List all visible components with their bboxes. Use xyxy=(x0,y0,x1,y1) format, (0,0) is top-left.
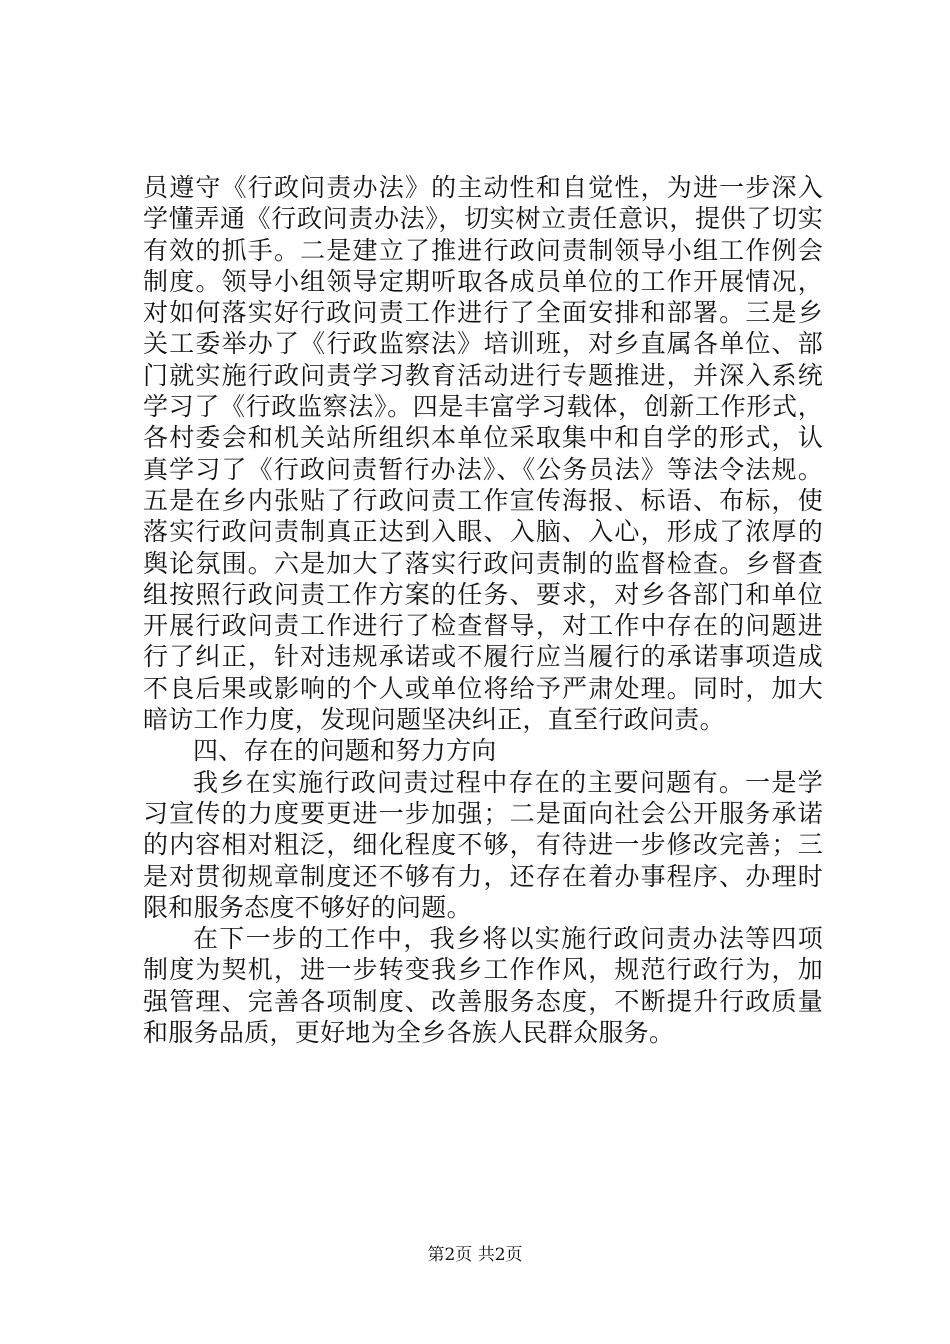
document-body xyxy=(143,172,823,1048)
paragraph-next-steps: 在下一步的工作中，我乡将以实施行政问责办法等四项制度为契机，进一步转变我乡工作作风，规范行政行为，加强管理、完善各项制度、改善服务态度，不断提升行政质量和服务品质，更好地为全乡各族人民群众服务。 xyxy=(143,924,823,1048)
page-footer xyxy=(0,1245,950,1265)
section-heading: 四、存在的问题和努力方向 xyxy=(193,736,497,766)
paragraph-continued: 员遵守《行政问责办法》的主动性和自觉性，为进一步深入学懂弄通《行政问责办法》，切实树立责任意识，提供了切实有效的抓手。二是建立了推进行政问责制领导小组工作例会制度。领导小组领导定期听取各成员单位的工作开展情况，对如何落实好行政问责工作进行了全面安排和部署。三是乡关工委举办了《行政监察法》培训班，对乡直属各单位、部门就实施行政问责学习教育活动进行专题推进，并深入系统学习了《行政监察法》。四是丰富学习载体，创新工作形式，各村委会和机关站所组织本单位采取集中和自学的形式，认真学习了《行政问责暂行办法》、《公务员法》等法令法规。五是在乡内张贴了行政问责工作宣传海报、标语、布标，使落实行政问责制真正达到入眼、入脑、入心，形成了浓厚的舆论氛围。六是加大了落实行政问责制的监督检查。乡督查组按照行政问责工作方案的任务、要求，对乡各部门和单位开展行政问责工作进行了检查督导，对工作中存在的问题进行了纠正，针对违规承诺或不履行应当履行的承诺事项造成不良后果或影响的个人或单位将给予严肃处理。同时，加大暗访工作力度，发现问题坚决纠正，直至行政问责。 xyxy=(143,173,823,735)
paragraph-problems: 我乡在实施行政问责过程中存在的主要问题有。一是学习宣传的力度要更进一步加强；二是面向社会公开服务承诺的内容相对粗泛，细化程度不够，有待进一步修改完善；三是对贯彻规章制度还不够有力，还存在着办事程序、办理时限和服务态度不够好的问题。 xyxy=(143,767,823,922)
page-number-label: 第2页 共2页 xyxy=(427,1245,523,1265)
